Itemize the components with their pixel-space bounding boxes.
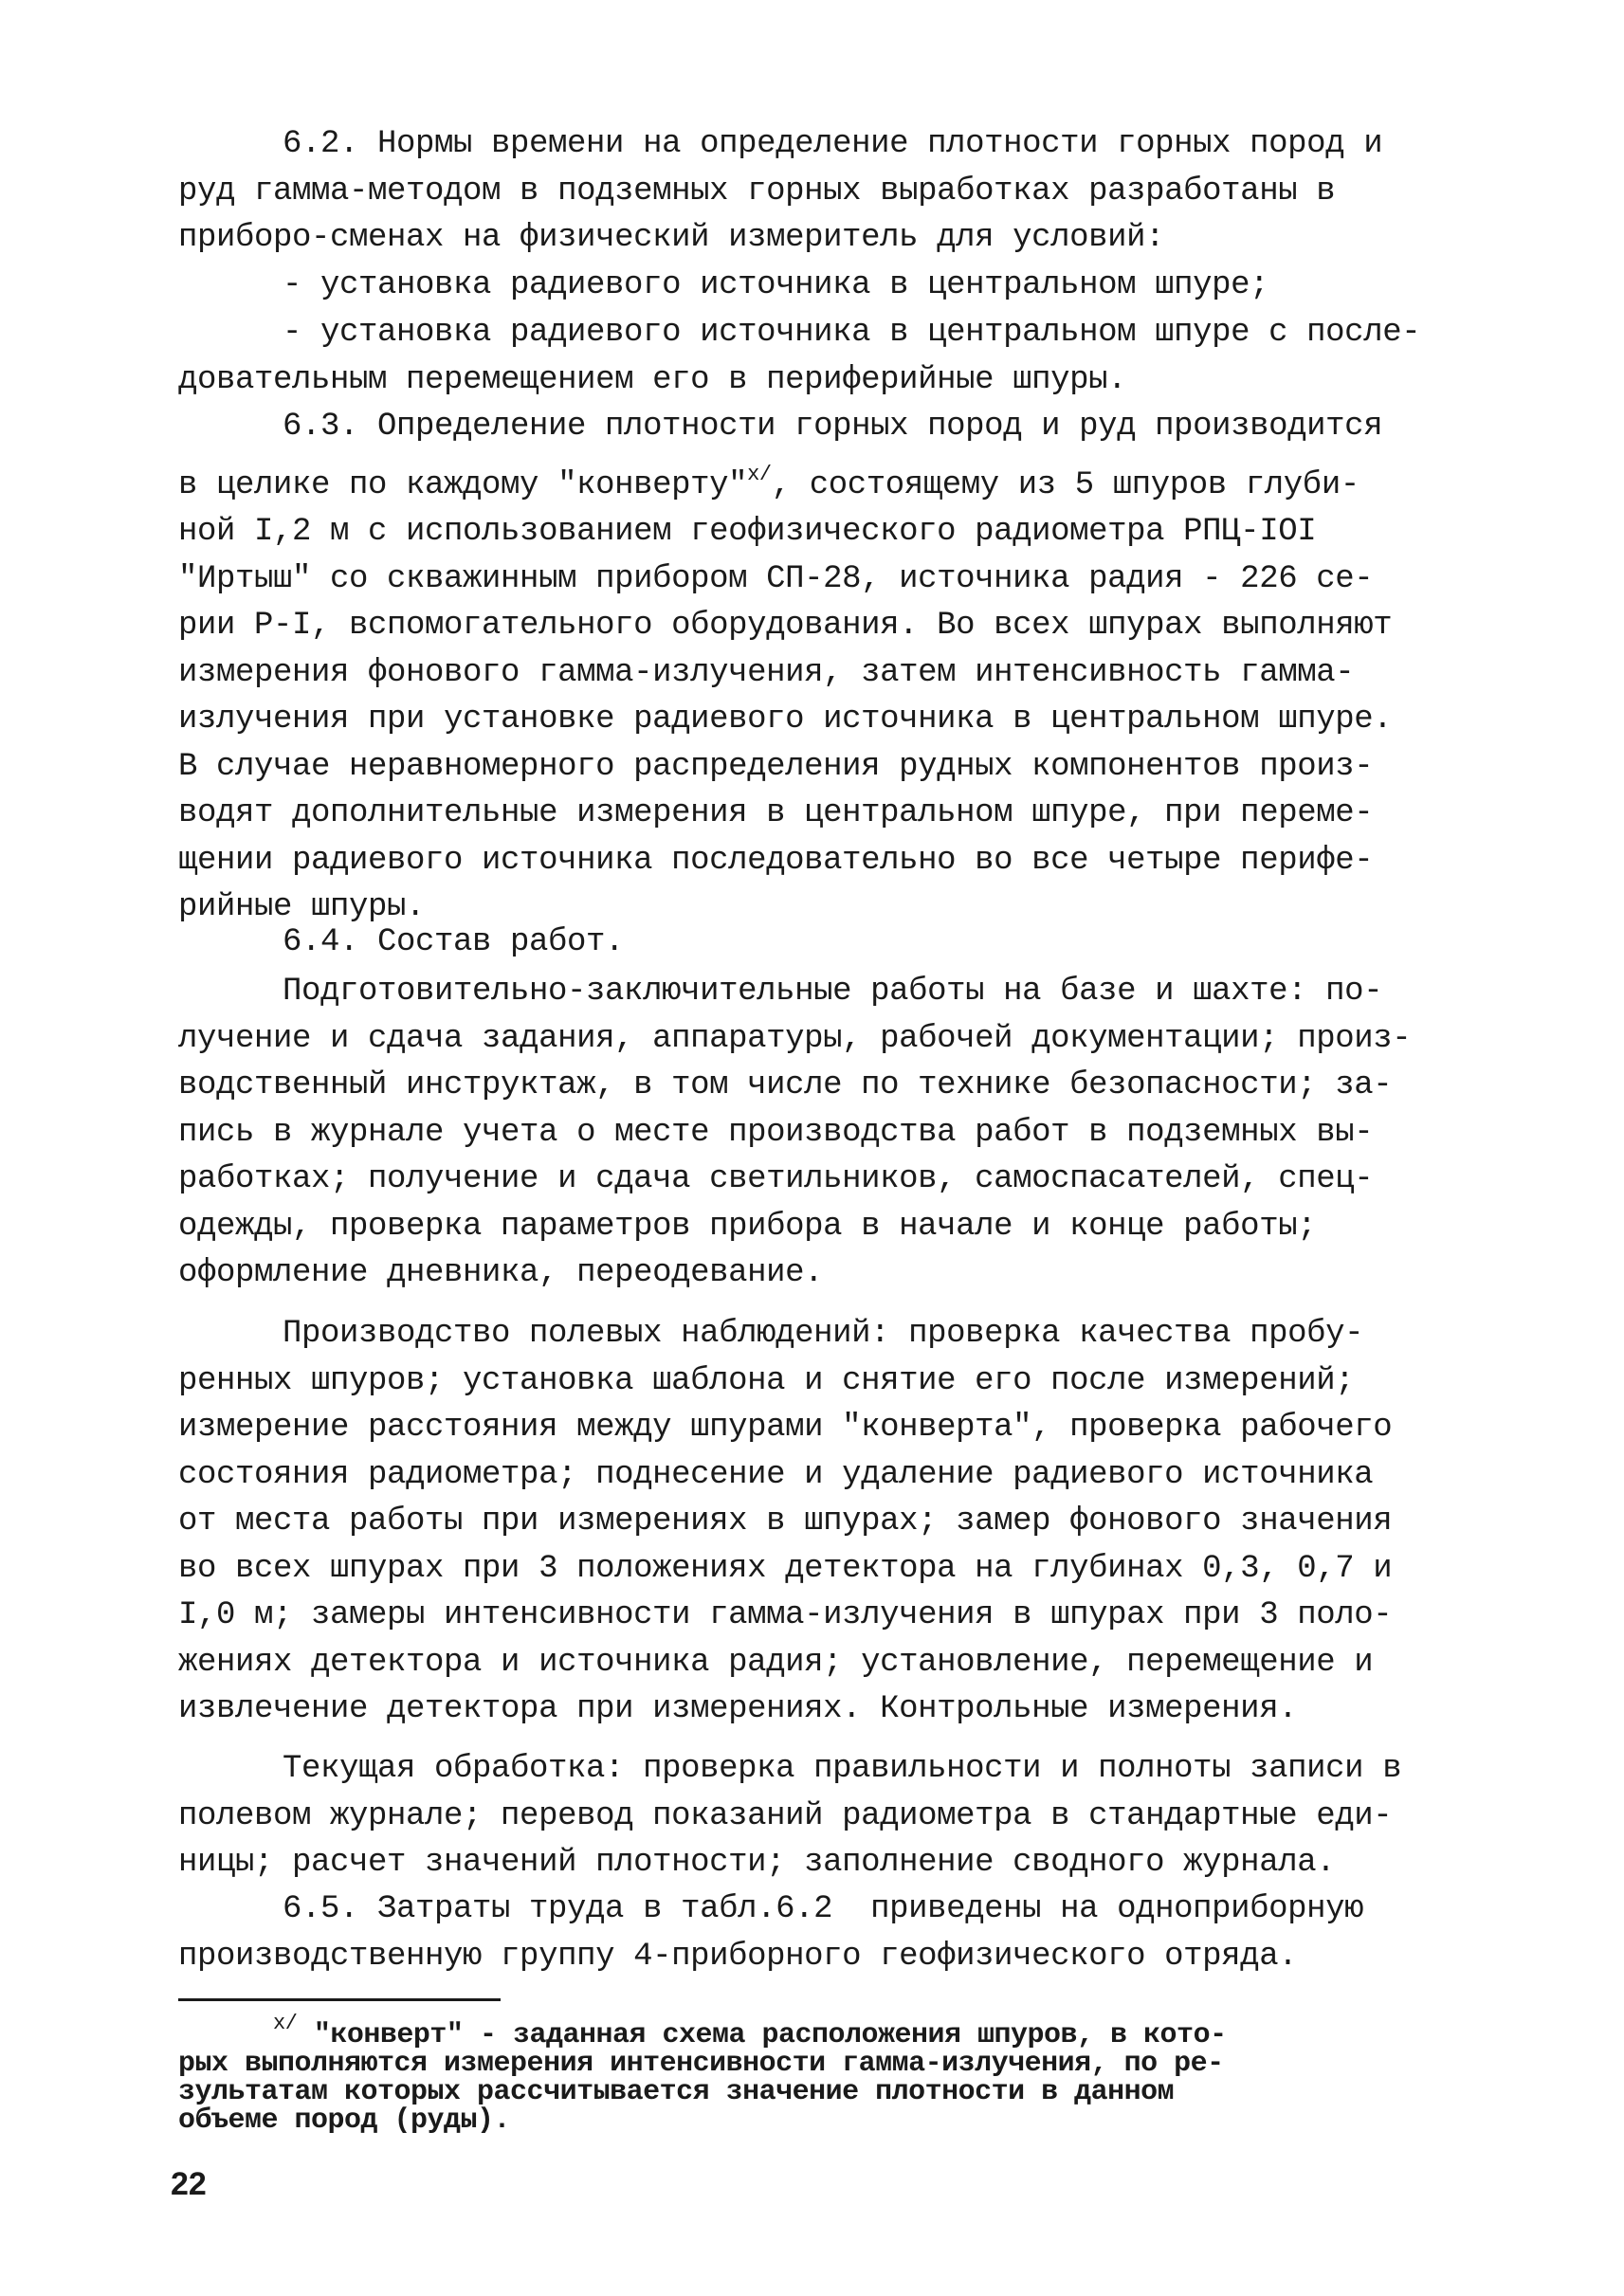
paragraph-6-5 (178, 1886, 1458, 1980)
text-line: во всех шпурах при 3 положениях детектора на глубинах 0,3, 0,7 и (178, 1550, 1393, 1587)
text-line: жениях детектора и источника радия; установление, перемещение и (178, 1644, 1374, 1681)
paragraph-6-3 (178, 404, 1458, 932)
text-line: лучение и сдача задания, аппаратуры, рабочей документации; произ- (178, 1020, 1412, 1057)
text-line: пись в журнале учета о месте производства работ в подземных вы- (178, 1114, 1374, 1151)
text-line: - установка радиевого источника в центральном шпуре; (283, 267, 1269, 303)
text-line: Текущая обработка: проверка правильности и полноты записи в (283, 1751, 1402, 1787)
text-line: довательным перемещением его в периферийные шпуры. (178, 361, 1127, 398)
footnote-marker: х/ (747, 462, 772, 486)
text-line: В случае неравномерного распределения рудных компонентов произ- (178, 748, 1374, 785)
text-line: ренных шпуров; установка шаблона и снятие его после измерений; (178, 1362, 1355, 1399)
text-line: ной I,2 м с использованием геофизического радиометра РПЦ-IOI (178, 514, 1317, 550)
footnote-line (178, 2010, 1458, 2050)
paragraph-preparatory-work (178, 969, 1458, 1298)
text-line: Подготовительно-заключительные работы на базе и шахте: по- (283, 974, 1383, 1010)
text-fragment: "конверт" - заданная схема расположения шпуров, в кото- (297, 2019, 1227, 2051)
footnote (178, 2010, 1458, 2135)
text-line: оформление дневника, переодевание. (178, 1255, 824, 1291)
text-line: излучения при установке радиевого источника в центральном шпуре. (178, 702, 1393, 738)
text-line: 6.3. Определение плотности горных пород и руд производится (283, 409, 1383, 445)
text-line: состояния радиометра; поднесение и удаление радиевого источника (178, 1456, 1374, 1493)
text-line: измерение расстояния между шпурами "конверта", проверка рабочего (178, 1410, 1393, 1446)
text-line: - установка радиевого источника в центральном шпуре с после- (283, 315, 1421, 351)
text-line: от места работы при измерениях в шпурах; замер фонового значения (178, 1503, 1393, 1540)
text-line: руд гамма-методом в подземных горных выработках разработаны в (178, 173, 1336, 210)
text-line (178, 451, 1458, 510)
text-fragment: , состоящему из 5 шпуров глуби- (771, 466, 1359, 503)
text-line: рии Р-I, вспомогательного оборудования. Во всех шпурах выполняют (178, 608, 1393, 644)
paragraph-field-observations (178, 1311, 1458, 1734)
text-line: одежды, проверка параметров прибора в начале и конце работы; (178, 1208, 1317, 1245)
text-line: щении радиевого источника последовательно во все четыре перифе- (178, 842, 1374, 879)
footnote-line: рых выполняются измерения интенсивности гамма-излучения, по ре- (178, 2048, 1224, 2080)
footnote-separator (178, 1998, 501, 2001)
page-number: 22 (171, 2166, 207, 2202)
footnote-marker: х/ (273, 2012, 298, 2035)
list-item-1 (178, 263, 1458, 310)
section-title-6-4 (178, 920, 1458, 967)
text-line: полевом журнале; перевод показаний радиометра в стандартные еди- (178, 1797, 1393, 1834)
text-line: производственную группу 4-приборного геофизического отряда. (178, 1938, 1298, 1975)
text-line: приборо-сменах на физический измеритель для условий: (178, 220, 1165, 256)
text-line: 6.4. Состав работ. (283, 924, 625, 960)
text-line: I,0 м; замеры интенсивности гамма-излучения в шпурах при 3 поло- (178, 1597, 1393, 1633)
text-line: "Иртыш" со скважинным прибором СП-28, источника радия - 226 се- (178, 560, 1374, 597)
text-line: рийные шпуры. (178, 889, 426, 925)
text-line: водственный инструктаж, в том числе по технике безопасности; за- (178, 1067, 1393, 1103)
text-line: извлечение детектора при измерениях. Контрольные измерения. (178, 1691, 1298, 1727)
text-line: Производство полевых наблюдений: проверка качества пробу- (283, 1316, 1364, 1352)
text-fragment: в целике по каждому "конверту" (178, 466, 748, 503)
paragraph-current-processing (178, 1746, 1458, 1887)
footnote-line: зультатам которых рассчитывается значение плотности в данном (178, 2076, 1175, 2108)
text-line: измерения фонового гамма-излучения, затем интенсивность гамма- (178, 654, 1355, 691)
paragraph-6-2 (178, 121, 1458, 263)
text-line: 6.5. Затраты труда в табл.6.2 приведены на одноприборную (283, 1891, 1364, 1927)
text-line: 6.2. Нормы времени на определение плотности горных пород и (283, 126, 1383, 162)
list-item-2 (178, 310, 1458, 404)
text-line: работках; получение и сдача светильников, самоспасателей, спец- (178, 1161, 1374, 1197)
text-line: ницы; расчет значений плотности; заполнение сводного журнала. (178, 1845, 1336, 1881)
footnote-line: объеме пород (руды). (178, 2105, 511, 2137)
text-line: водят дополнительные измерения в центральном шпуре, при переме- (178, 795, 1374, 831)
